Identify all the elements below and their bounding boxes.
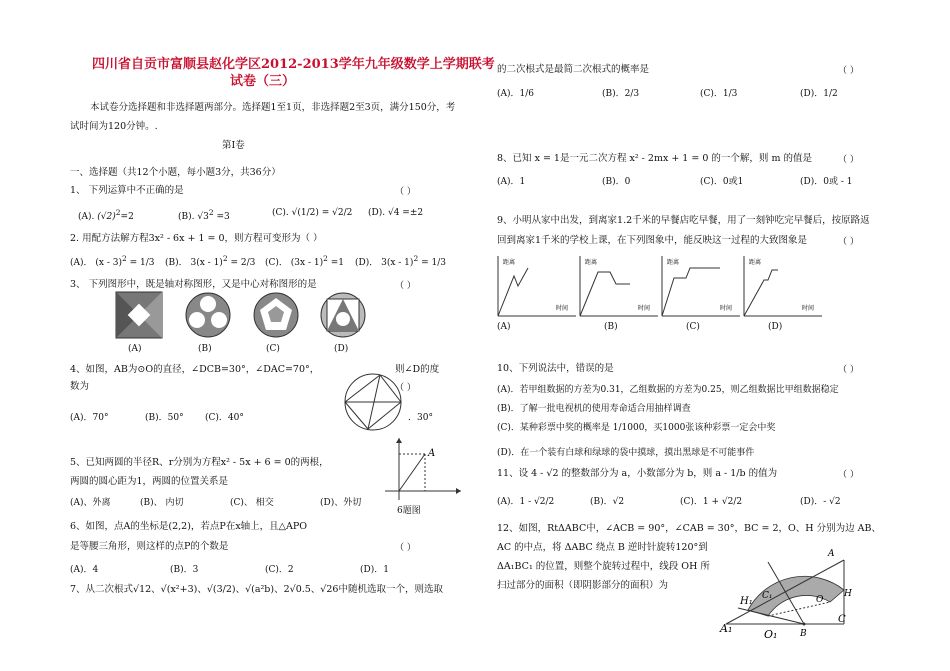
q8-option-b: (B)．0 [602, 177, 631, 187]
q12-label-c1: C₁ [762, 591, 773, 601]
q5-line1: 5、已知两圆的半径R、r分别为方程x² - 5x + 6 = 0的两根， [70, 457, 329, 468]
q12-label-b: B [800, 629, 807, 639]
q6-option-d: (D)．1 [360, 565, 389, 575]
q1-paren: （ ） [395, 187, 416, 197]
q4-stem-end: 则∠D的度 [395, 364, 440, 375]
q12-line2: AC 的中点，将 ΔABC 绕点 B 逆时针旋转120°到 [497, 542, 708, 553]
title-line2: 试卷（三） [230, 74, 296, 89]
q7-option-c: (C)．1/3 [700, 89, 738, 99]
q3-stem: 3、 下列图形中，既是轴对称图形，又是中心对称图形的是 [70, 279, 317, 290]
q9-graph-b-xlabel: 时间 [638, 305, 651, 312]
q12-label-c: C [838, 614, 846, 625]
q12-label-a1: A₁ [720, 622, 733, 635]
q8-stem: 8、已知 x = 1是一元二次方程 x² - 2mx + 1 = 0 的一个解，则 m 的值是 [497, 153, 812, 164]
q4-option-c: (C)．40° [205, 413, 244, 423]
q7-option-b: (B)．2/3 [602, 89, 640, 99]
q9-label-b: (B) [604, 322, 618, 332]
q10-stem: 10、下列说法中，错误的是 [497, 363, 614, 374]
q10-paren: （ ） [838, 365, 859, 375]
q11-option-b: (B)．√2 [590, 497, 625, 507]
q9-graph-d-xlabel: 时间 [802, 305, 815, 312]
q4-circle-figure [338, 370, 408, 435]
q1-option-b: (B). $√3^2 =3$ [178, 208, 230, 222]
q3-label-a: (A) [128, 344, 142, 354]
q2-option-c: (C)． (3x - 1)$^2$ =1 [265, 254, 345, 268]
q4-option-b: (B)．50° [145, 413, 184, 423]
title-line1: 四川省自贡市富顺县赵化学区2012-2013学年九年级数学上学期联考 [92, 57, 495, 72]
q9-graph-a-ylabel: 距离 [503, 259, 516, 266]
q11-paren: （ ） [838, 470, 859, 480]
q5-option-d: (D)、外切 [320, 498, 362, 508]
q9-graph-d [740, 254, 824, 320]
q6-figure-label: 6题图 [397, 506, 421, 516]
q7-option-d: (D)．1/2 [800, 89, 838, 99]
q11-option-c: (C)．1 + √2/2 [680, 497, 743, 507]
q2-option-d: (D)． 3(x - 1)$^2$ = 1/3 [355, 254, 446, 268]
q11-option-a: (A)．1 - √2/2 [497, 497, 555, 507]
q12-line3: ΔA₁BC₁ 的位置，则整个旋转过程中，线段 OH 所 [497, 561, 710, 572]
q9-graph-a [494, 254, 578, 320]
q9-label-d: (D) [768, 322, 783, 332]
q7-line2: 的二次根式是最简二次根式的概率是 [497, 64, 650, 75]
section-label: 第Ⅰ卷 [222, 140, 245, 151]
q6-point-a-label: A [428, 448, 436, 459]
q3-label-b: (B) [198, 344, 212, 354]
q1-option-d: (D). √4 =±2 [368, 208, 424, 218]
q1-option-a: (A). $(√2)^2=2$ [78, 208, 134, 222]
q1-option-c: (C). √(1/2) = √2/2 [272, 208, 353, 218]
q4-option-a: (A)．70° [70, 413, 109, 423]
q9-line2: 回到离家1千米的学校上课，在下列图象中，能反映这一过程的大致图象是 [497, 235, 808, 246]
q8-option-c: (C)．0或1 [700, 177, 744, 187]
q9-graph-b [576, 254, 660, 320]
q6-line2: 是等腰三角形，则这样的点P的个数是 [70, 541, 229, 552]
q10-option-a: (A)．若甲组数据的方差为0.31，乙组数据的方差为0.25，则乙组数据比甲组数据稳定 [497, 385, 839, 395]
q3-paren: （ ） [395, 281, 416, 291]
q12-label-o1: O₁ [764, 628, 778, 641]
q6-coordinate-figure [383, 436, 463, 502]
q6-paren: （ ） [395, 543, 416, 553]
q9-graph-d-ylabel: 距离 [749, 259, 762, 266]
q9-graph-a-xlabel: 时间 [556, 305, 569, 312]
q5-option-a: (A)、外离 [70, 498, 111, 508]
q9-graph-b-ylabel: 距离 [585, 259, 598, 266]
q8-paren: （ ） [838, 155, 859, 165]
q6-option-b: (B)．3 [170, 565, 199, 575]
q3-figure-d [318, 290, 368, 340]
q12-rotation-figure [718, 540, 854, 668]
q9-label-a: (A) [497, 322, 511, 332]
q12-line1: 12、如图，RtΔABC中，∠ACB = 90°，∠CAB = 30°，BC = 2，O、H 分别为边 AB、 [497, 523, 881, 534]
q9-graph-c-ylabel: 距离 [667, 259, 680, 266]
q4-paren: （ ） [395, 383, 416, 393]
q1-stem: 1、 下列运算中不正确的是 [70, 185, 184, 196]
q6-option-a: (A)．4 [70, 565, 99, 575]
q2-option-a: (A)． (x - 3)$^2$ = 1/3 [70, 254, 155, 268]
q8-option-d: (D)．0或 - 1 [800, 177, 853, 187]
q12-label-h1: H₁ [740, 596, 753, 607]
q9-paren: （ ） [838, 237, 859, 247]
q3-figure-b [183, 290, 233, 340]
q12-line4: 扫过部分的面积（即阴影部分的面积）为 [497, 580, 669, 591]
q9-graph-c-xlabel: 时间 [720, 305, 733, 312]
q5-option-c: (C)、 相交 [230, 498, 274, 508]
q12-label-a: A [828, 549, 835, 559]
q3-label-d: (D) [334, 344, 349, 354]
q7-line1: 7、从二次根式√12、√(x²+3)、√(3/2)、√(a²b)、2√0.5、√26中随机选取一个，则选取 [70, 584, 443, 595]
q9-graph-c [658, 254, 742, 320]
q8-option-a: (A)．1 [497, 177, 526, 187]
intro-line1: 本试卷分选择题和非选择题两部分。选择题1至1页，非选择题2至3页，满分150分，考 [90, 102, 456, 113]
intro-line2: 试时间为120分钟。. [70, 121, 158, 132]
q11-stem: 11、设 4 - √2 的整数部分为 a，小数部分为 b，则 a - 1/b 的值为 [497, 468, 778, 479]
q12-label-h: H [844, 589, 852, 599]
q3-label-c: (C) [266, 344, 280, 354]
q7-option-a: (A)．1/6 [497, 89, 535, 99]
q10-option-b: (B)．了解一批电视机的使用寿命适合用抽样调查 [497, 404, 691, 414]
q5-option-b: (B)、 内切 [140, 498, 184, 508]
q11-option-d: (D)．- √2 [800, 497, 841, 507]
q9-line1: 9、小明从家中出发，到离家1.2千米的早餐店吃早餐，用了一刻钟吃完早餐后，按原路返 [497, 215, 870, 226]
q3-figure-a [114, 290, 164, 340]
q3-figure-c [251, 290, 301, 340]
q12-label-o: O [816, 595, 824, 605]
q9-label-c: (C) [686, 322, 700, 332]
part1-header: 一、选择题（共12个小题，每小题3分，共36分） [70, 167, 281, 178]
q7-paren: （ ） [838, 66, 859, 76]
q4-stem: 4、如图，AB为⊙O的直径，∠DCB=30°，∠DAC=70°， [70, 364, 320, 375]
q2-stem: 2. 用配方法解方程3x² - 6x + 1 = 0，则方程可变形为（ ） [70, 233, 323, 244]
q4-option-d: ．30° [408, 413, 433, 423]
q10-option-d: (D)．在一个装有白球和绿球的袋中摸球，摸出黑球是不可能事件 [497, 448, 755, 458]
q6-line1: 6、如图，点A的坐标是(2,2)，若点P在x轴上，且△APO [70, 521, 308, 532]
q6-option-c: (C)．2 [265, 565, 294, 575]
q2-option-b: (B)． 3(x - 1)$^2$ = 2/3 [165, 254, 256, 268]
q10-option-c: (C)．某种彩票中奖的概率是 1/1000，买1000张该种彩票一定会中奖 [497, 423, 776, 433]
q5-line2: 两圆的圆心距为1，两圆的位置关系是 [70, 476, 229, 487]
q4-line2: 数为 [70, 381, 90, 392]
